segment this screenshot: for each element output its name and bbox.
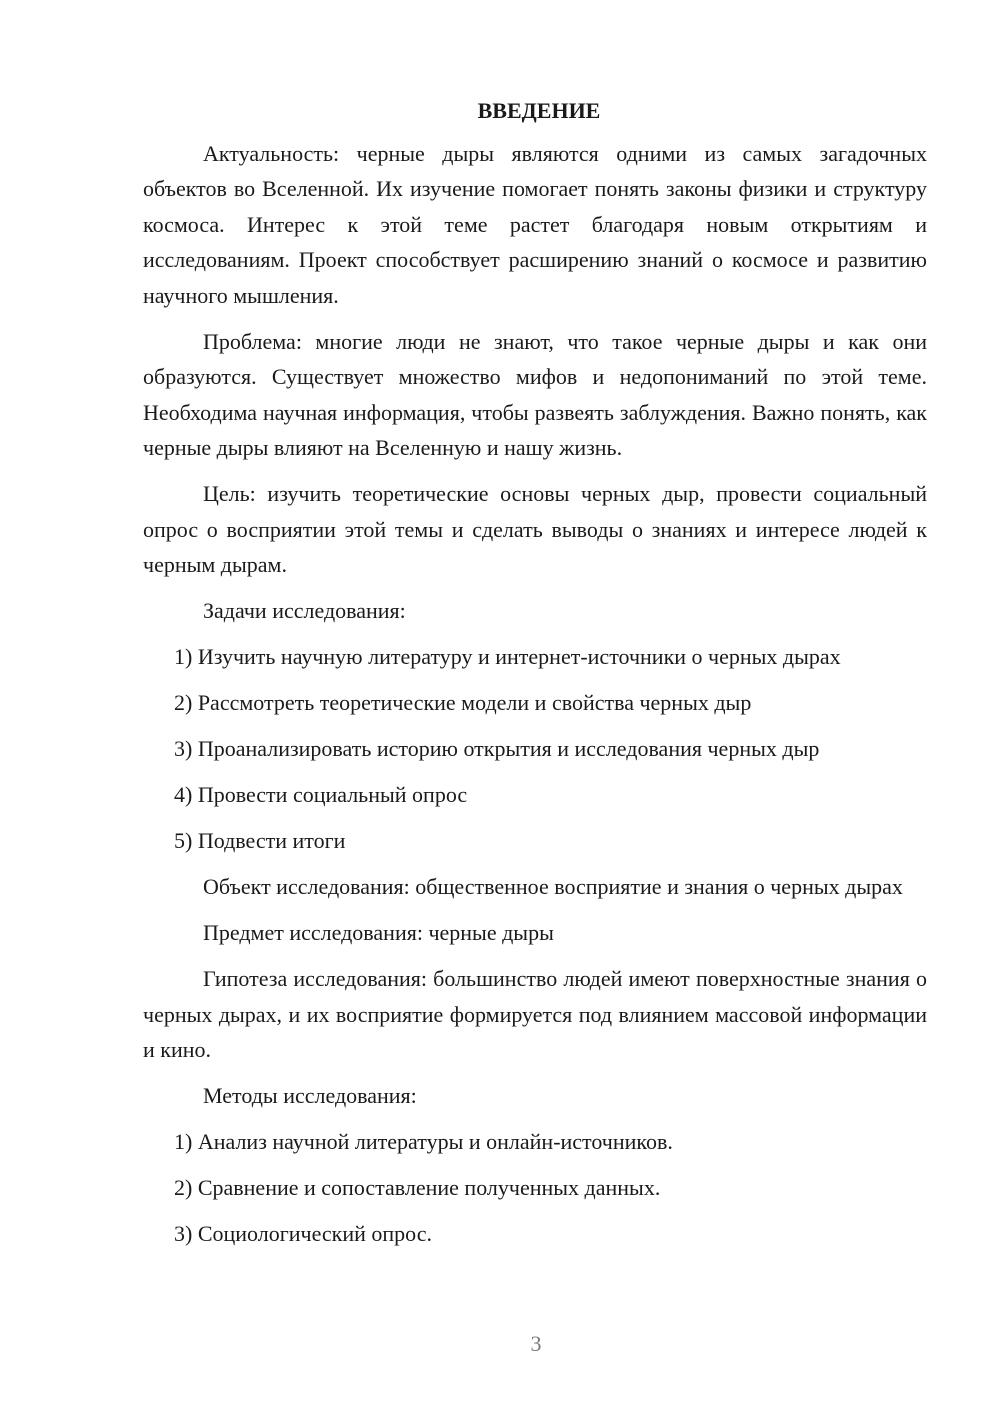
task-item-2: 2) Рассмотреть теоретические модели и свойства черных дыр: [174, 690, 752, 715]
goal-paragraph: Цель: изучить теоретические основы черных дыр, провести социальный опрос о восприятии этой темы и сделать выводы о знаниях и интересе людей к черным дырам.: [143, 481, 927, 577]
tasks-list: [143, 639, 927, 859]
document-page: [143, 93, 927, 1262]
tasks-heading: Задачи исследования:: [203, 598, 406, 623]
methods-heading: Методы исследования:: [203, 1083, 417, 1108]
hypothesis-paragraph: Гипотеза исследования: большинство людей имеют поверхностные знания о черных дырах, и их восприятие формируется под влиянием массовой информации и кино.: [143, 966, 927, 1062]
page-number: 3: [530, 1331, 542, 1356]
task-item-4: 4) Провести социальный опрос: [174, 782, 468, 807]
method-item-3: 3) Социологический опрос.: [174, 1221, 432, 1246]
task-item-5: 5) Подвести итоги: [174, 828, 346, 853]
problem-paragraph: Проблема: многие люди не знают, что такое черные дыры и как они образуются. Существует множество мифов и недопониманий по этой теме. Необходима научная информация, чтобы развеять заблуждения. Важно понять, как черные дыры влияют на Вселенную и нашу жизнь.: [143, 328, 927, 460]
section-title: ВВЕДЕНИЕ: [477, 98, 601, 123]
relevance-paragraph: Актуальность: черные дыры являются одними из самых загадочных объектов во Вселенной. Их изучение помогает понять законы физики и структуру космоса. Интерес к этой теме растет благодаря новым открытиям и исследованиям. Проект способствует расширению знаний о космосе и развитию научного мышления.: [143, 140, 927, 308]
task-item-1: 1) Изучить научную литературу и интернет-источники о черных дырах: [174, 644, 841, 669]
method-item-2: 2) Сравнение и сопоставление полученных данных.: [174, 1175, 661, 1200]
method-item-1: 1) Анализ научной литературы и онлайн-источников.: [174, 1129, 673, 1154]
task-item-3: 3) Проанализировать историю открытия и исследования черных дыр: [174, 736, 820, 761]
methods-list: [143, 1124, 927, 1252]
object-paragraph: Объект исследования: общественное восприятие и знания о черных дырах: [203, 874, 903, 899]
subject-paragraph: Предмет исследования: черные дыры: [203, 920, 554, 945]
